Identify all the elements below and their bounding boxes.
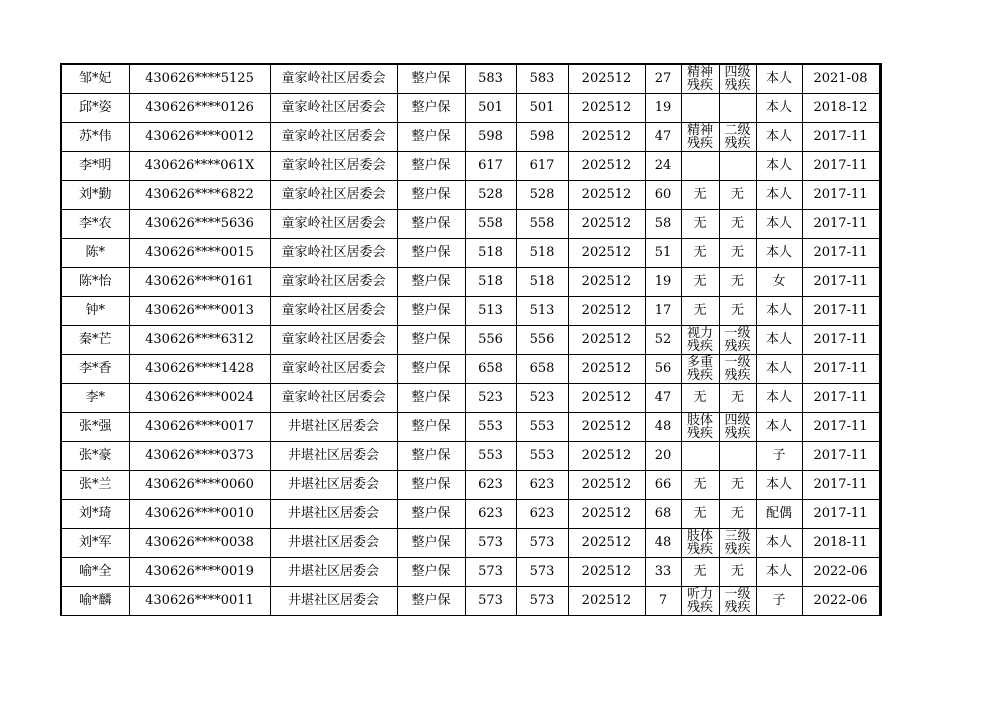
type-cell: 整户保: [397, 152, 465, 181]
date-cell: 2017-11: [802, 181, 879, 210]
relation-cell: 本人: [756, 413, 802, 442]
disability-level-cell: 无: [719, 471, 756, 500]
date-cell: 2017-11: [802, 413, 879, 442]
disability-type-cell: 无: [681, 268, 719, 297]
name-cell: 张*兰: [61, 471, 129, 500]
table-row: [61, 413, 881, 442]
month-cell: 202512: [568, 181, 645, 210]
month-cell: 202512: [568, 442, 645, 471]
month-cell: 202512: [568, 500, 645, 529]
name-cell: 李*明: [61, 152, 129, 181]
community-cell: 童家岭社区居委会: [270, 239, 397, 268]
table-row: [61, 355, 881, 384]
table-row: [61, 587, 881, 616]
id-number-cell: 430626****0017: [129, 413, 270, 442]
amount2-cell: 518: [516, 268, 568, 297]
right-edge-cell: [879, 587, 881, 616]
type-cell: 整户保: [397, 355, 465, 384]
amount2-cell: 513: [516, 297, 568, 326]
amount-cell: 583: [465, 64, 516, 94]
type-cell: 整户保: [397, 326, 465, 355]
relation-cell: 本人: [756, 297, 802, 326]
relation-cell: 本人: [756, 123, 802, 152]
month-cell: 202512: [568, 239, 645, 268]
right-edge-cell: [879, 94, 881, 123]
amount-cell: 553: [465, 442, 516, 471]
month-cell: 202512: [568, 529, 645, 558]
id-number-cell: 430626****0060: [129, 471, 270, 500]
amount-cell: 623: [465, 500, 516, 529]
community-cell: 童家岭社区居委会: [270, 210, 397, 239]
disability-type-cell: 肢体 残疾: [681, 529, 719, 558]
community-cell: 童家岭社区居委会: [270, 297, 397, 326]
table-row: [61, 123, 881, 152]
table-row: [61, 558, 881, 587]
table-row: [61, 326, 881, 355]
date-cell: 2017-11: [802, 471, 879, 500]
month-cell: 202512: [568, 123, 645, 152]
table-row: [61, 297, 881, 326]
right-edge-cell: [879, 413, 881, 442]
type-cell: 整户保: [397, 558, 465, 587]
disability-level-cell: 无: [719, 500, 756, 529]
disability-level-cell: 无: [719, 210, 756, 239]
community-cell: 童家岭社区居委会: [270, 123, 397, 152]
disability-level-cell: [719, 442, 756, 471]
disability-level-cell: 无: [719, 268, 756, 297]
id-number-cell: 430626****0373: [129, 442, 270, 471]
type-cell: 整户保: [397, 442, 465, 471]
right-edge-cell: [879, 297, 881, 326]
disability-level-cell: 四级 残疾: [719, 64, 756, 94]
name-cell: 刘*勤: [61, 181, 129, 210]
date-cell: 2017-11: [802, 326, 879, 355]
month-cell: 202512: [568, 210, 645, 239]
age-cell: 58: [645, 210, 681, 239]
community-cell: 井堪社区居委会: [270, 500, 397, 529]
age-cell: 27: [645, 64, 681, 94]
age-cell: 19: [645, 268, 681, 297]
disability-type-cell: [681, 442, 719, 471]
disability-type-cell: 视力 残疾: [681, 326, 719, 355]
community-cell: 童家岭社区居委会: [270, 326, 397, 355]
type-cell: 整户保: [397, 64, 465, 94]
date-cell: 2021-08: [802, 64, 879, 94]
disability-level-cell: 无: [719, 181, 756, 210]
disability-level-cell: 无: [719, 384, 756, 413]
name-cell: 陈*: [61, 239, 129, 268]
relation-cell: 本人: [756, 529, 802, 558]
month-cell: 202512: [568, 297, 645, 326]
community-cell: 井堪社区居委会: [270, 558, 397, 587]
community-cell: 井堪社区居委会: [270, 413, 397, 442]
right-edge-cell: [879, 210, 881, 239]
age-cell: 48: [645, 413, 681, 442]
amount2-cell: 573: [516, 529, 568, 558]
table-row: [61, 268, 881, 297]
age-cell: 19: [645, 94, 681, 123]
date-cell: 2017-11: [802, 123, 879, 152]
amount2-cell: 573: [516, 558, 568, 587]
date-cell: 2017-11: [802, 297, 879, 326]
amount2-cell: 583: [516, 64, 568, 94]
relation-cell: 本人: [756, 94, 802, 123]
type-cell: 整户保: [397, 94, 465, 123]
table-row: [61, 239, 881, 268]
relation-cell: 子: [756, 587, 802, 616]
amount-cell: 598: [465, 123, 516, 152]
id-number-cell: 430626****0024: [129, 384, 270, 413]
amount-cell: 518: [465, 239, 516, 268]
id-number-cell: 430626****0011: [129, 587, 270, 616]
date-cell: 2018-12: [802, 94, 879, 123]
age-cell: 7: [645, 587, 681, 616]
amount-cell: 573: [465, 529, 516, 558]
month-cell: 202512: [568, 587, 645, 616]
type-cell: 整户保: [397, 239, 465, 268]
month-cell: 202512: [568, 413, 645, 442]
table-row: [61, 94, 881, 123]
disability-type-cell: [681, 94, 719, 123]
amount-cell: 573: [465, 587, 516, 616]
name-cell: 李*农: [61, 210, 129, 239]
community-cell: 童家岭社区居委会: [270, 94, 397, 123]
month-cell: 202512: [568, 268, 645, 297]
right-edge-cell: [879, 529, 881, 558]
right-edge-cell: [879, 384, 881, 413]
disability-type-cell: [681, 152, 719, 181]
community-cell: 井堪社区居委会: [270, 529, 397, 558]
id-number-cell: 430626****0015: [129, 239, 270, 268]
disability-type-cell: 无: [681, 210, 719, 239]
amount2-cell: 598: [516, 123, 568, 152]
amount2-cell: 623: [516, 471, 568, 500]
date-cell: 2017-11: [802, 442, 879, 471]
amount2-cell: 556: [516, 326, 568, 355]
disability-type-cell: 无: [681, 471, 719, 500]
right-edge-cell: [879, 442, 881, 471]
age-cell: 20: [645, 442, 681, 471]
name-cell: 张*豪: [61, 442, 129, 471]
id-number-cell: 430626****6822: [129, 181, 270, 210]
relation-cell: 本人: [756, 326, 802, 355]
relation-cell: 本人: [756, 558, 802, 587]
name-cell: 张*强: [61, 413, 129, 442]
amount-cell: 523: [465, 384, 516, 413]
amount-cell: 556: [465, 326, 516, 355]
right-edge-cell: [879, 239, 881, 268]
id-number-cell: 430626****0161: [129, 268, 270, 297]
age-cell: 66: [645, 471, 681, 500]
community-cell: 童家岭社区居委会: [270, 355, 397, 384]
type-cell: 整户保: [397, 529, 465, 558]
disability-type-cell: 无: [681, 500, 719, 529]
age-cell: 47: [645, 123, 681, 152]
name-cell: 邱*姿: [61, 94, 129, 123]
age-cell: 68: [645, 500, 681, 529]
id-number-cell: 430626****5125: [129, 64, 270, 94]
disability-type-cell: 精神 残疾: [681, 64, 719, 94]
table-row: [61, 442, 881, 471]
community-cell: 童家岭社区居委会: [270, 181, 397, 210]
age-cell: 48: [645, 529, 681, 558]
date-cell: 2017-11: [802, 384, 879, 413]
relation-cell: 本人: [756, 355, 802, 384]
type-cell: 整户保: [397, 384, 465, 413]
disability-level-cell: 无: [719, 239, 756, 268]
id-number-cell: 430626****6312: [129, 326, 270, 355]
month-cell: 202512: [568, 384, 645, 413]
right-edge-cell: [879, 500, 881, 529]
right-edge-cell: [879, 123, 881, 152]
amount2-cell: 573: [516, 587, 568, 616]
relation-cell: 子: [756, 442, 802, 471]
month-cell: 202512: [568, 558, 645, 587]
amount-cell: 528: [465, 181, 516, 210]
disability-level-cell: 无: [719, 558, 756, 587]
age-cell: 33: [645, 558, 681, 587]
amount2-cell: 518: [516, 239, 568, 268]
name-cell: 刘*琦: [61, 500, 129, 529]
name-cell: 钟*: [61, 297, 129, 326]
disability-level-cell: 一级 残疾: [719, 355, 756, 384]
age-cell: 47: [645, 384, 681, 413]
community-cell: 童家岭社区居委会: [270, 384, 397, 413]
amount2-cell: 553: [516, 413, 568, 442]
amount-cell: 513: [465, 297, 516, 326]
disability-level-cell: 三级 残疾: [719, 529, 756, 558]
disability-level-cell: 一级 残疾: [719, 326, 756, 355]
age-cell: 52: [645, 326, 681, 355]
relation-cell: 女: [756, 268, 802, 297]
name-cell: 李*香: [61, 355, 129, 384]
id-number-cell: 430626****0038: [129, 529, 270, 558]
disability-type-cell: 精神 残疾: [681, 123, 719, 152]
amount-cell: 573: [465, 558, 516, 587]
name-cell: 秦*芒: [61, 326, 129, 355]
right-edge-cell: [879, 152, 881, 181]
amount2-cell: 623: [516, 500, 568, 529]
date-cell: 2018-11: [802, 529, 879, 558]
age-cell: 17: [645, 297, 681, 326]
relation-cell: 本人: [756, 181, 802, 210]
disability-level-cell: [719, 152, 756, 181]
age-cell: 24: [645, 152, 681, 181]
amount2-cell: 617: [516, 152, 568, 181]
id-number-cell: 430626****5636: [129, 210, 270, 239]
relation-cell: 本人: [756, 64, 802, 94]
name-cell: 苏*伟: [61, 123, 129, 152]
right-edge-cell: [879, 471, 881, 500]
community-cell: 井堪社区居委会: [270, 442, 397, 471]
type-cell: 整户保: [397, 471, 465, 500]
disability-type-cell: 无: [681, 297, 719, 326]
type-cell: 整户保: [397, 268, 465, 297]
type-cell: 整户保: [397, 123, 465, 152]
name-cell: 刘*军: [61, 529, 129, 558]
age-cell: 51: [645, 239, 681, 268]
amount2-cell: 658: [516, 355, 568, 384]
table-row: [61, 529, 881, 558]
name-cell: 陈*怡: [61, 268, 129, 297]
amount2-cell: 523: [516, 384, 568, 413]
amount2-cell: 553: [516, 442, 568, 471]
type-cell: 整户保: [397, 413, 465, 442]
disability-type-cell: 无: [681, 239, 719, 268]
disability-level-cell: 二级 残疾: [719, 123, 756, 152]
disability-type-cell: 无: [681, 558, 719, 587]
relation-cell: 本人: [756, 384, 802, 413]
month-cell: 202512: [568, 326, 645, 355]
disability-level-cell: 四级 残疾: [719, 413, 756, 442]
amount2-cell: 558: [516, 210, 568, 239]
date-cell: 2017-11: [802, 210, 879, 239]
table-row: [61, 64, 881, 94]
disability-type-cell: 多重 残疾: [681, 355, 719, 384]
amount2-cell: 501: [516, 94, 568, 123]
community-cell: 童家岭社区居委会: [270, 152, 397, 181]
name-cell: 喻*全: [61, 558, 129, 587]
amount2-cell: 528: [516, 181, 568, 210]
date-cell: 2017-11: [802, 152, 879, 181]
relation-cell: 本人: [756, 239, 802, 268]
age-cell: 60: [645, 181, 681, 210]
month-cell: 202512: [568, 94, 645, 123]
id-number-cell: 430626****061X: [129, 152, 270, 181]
community-cell: 井堪社区居委会: [270, 587, 397, 616]
disability-level-cell: 无: [719, 297, 756, 326]
amount-cell: 623: [465, 471, 516, 500]
disability-type-cell: 听力 残疾: [681, 587, 719, 616]
relation-cell: 本人: [756, 210, 802, 239]
right-edge-cell: [879, 326, 881, 355]
date-cell: 2017-11: [802, 268, 879, 297]
date-cell: 2017-11: [802, 355, 879, 384]
amount-cell: 553: [465, 413, 516, 442]
month-cell: 202512: [568, 471, 645, 500]
relation-cell: 配偶: [756, 500, 802, 529]
name-cell: 喻*麟: [61, 587, 129, 616]
amount-cell: 558: [465, 210, 516, 239]
community-cell: 童家岭社区居委会: [270, 64, 397, 94]
date-cell: 2017-11: [802, 500, 879, 529]
id-number-cell: 430626****0013: [129, 297, 270, 326]
date-cell: 2017-11: [802, 239, 879, 268]
right-edge-cell: [879, 355, 881, 384]
relation-cell: 本人: [756, 152, 802, 181]
table-row: [61, 471, 881, 500]
name-cell: 李*: [61, 384, 129, 413]
id-number-cell: 430626****0012: [129, 123, 270, 152]
right-edge-cell: [879, 64, 881, 94]
community-cell: 童家岭社区居委会: [270, 268, 397, 297]
amount-cell: 518: [465, 268, 516, 297]
amount-cell: 658: [465, 355, 516, 384]
type-cell: 整户保: [397, 210, 465, 239]
community-cell: 井堪社区居委会: [270, 471, 397, 500]
disability-type-cell: 无: [681, 384, 719, 413]
id-number-cell: 430626****0126: [129, 94, 270, 123]
id-number-cell: 430626****0010: [129, 500, 270, 529]
id-number-cell: 430626****1428: [129, 355, 270, 384]
type-cell: 整户保: [397, 587, 465, 616]
id-number-cell: 430626****0019: [129, 558, 270, 587]
right-edge-cell: [879, 268, 881, 297]
disability-type-cell: 无: [681, 181, 719, 210]
table-row: [61, 152, 881, 181]
disability-type-cell: 肢体 残疾: [681, 413, 719, 442]
data-table: [60, 63, 882, 616]
type-cell: 整户保: [397, 181, 465, 210]
month-cell: 202512: [568, 355, 645, 384]
type-cell: 整户保: [397, 297, 465, 326]
disability-level-cell: 一级 残疾: [719, 587, 756, 616]
table-row: [61, 500, 881, 529]
date-cell: 2022-06: [802, 587, 879, 616]
table-row: [61, 210, 881, 239]
table-row: [61, 181, 881, 210]
amount-cell: 501: [465, 94, 516, 123]
relation-cell: 本人: [756, 471, 802, 500]
table-row: [61, 384, 881, 413]
month-cell: 202512: [568, 64, 645, 94]
month-cell: 202512: [568, 152, 645, 181]
type-cell: 整户保: [397, 500, 465, 529]
name-cell: 邹*妃: [61, 64, 129, 94]
right-edge-cell: [879, 558, 881, 587]
amount-cell: 617: [465, 152, 516, 181]
disability-level-cell: [719, 94, 756, 123]
right-edge-cell: [879, 181, 881, 210]
age-cell: 56: [645, 355, 681, 384]
date-cell: 2022-06: [802, 558, 879, 587]
